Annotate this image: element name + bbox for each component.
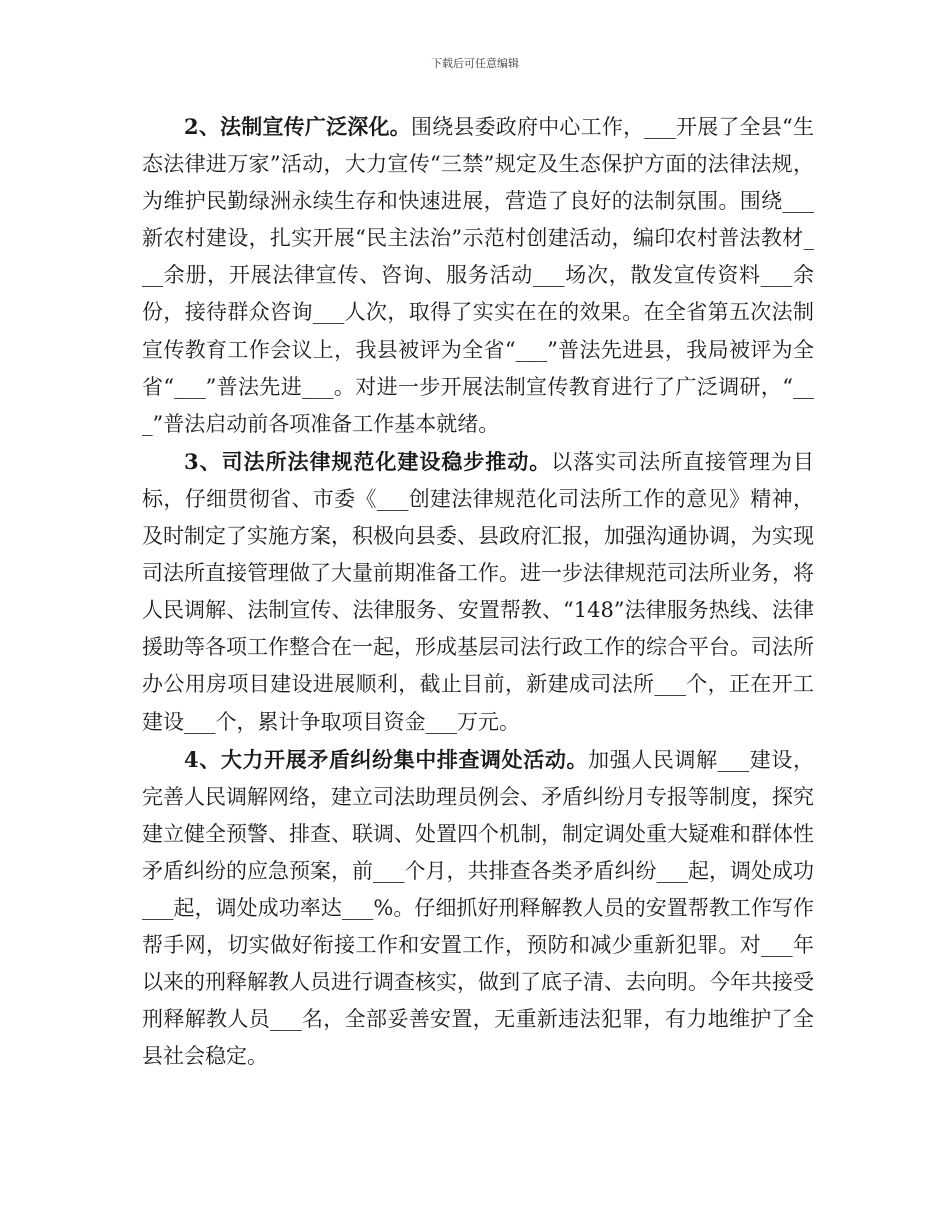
paragraph-judicial-office — [142, 443, 814, 741]
paragraph-dispute-mediation — [142, 741, 814, 1076]
paragraph-legal-publicity — [142, 108, 814, 443]
paragraph-heading: 3、司法所法律规范化建设稳步推动。 — [184, 448, 552, 474]
paragraph-text: 加强人民调解___建设，完善人民调解网络，建立司法助理员例会、矛盾纠纷月专报等制度，探究建立健全预警、排查、联调、处置四个机制，制定调处重大疑难和群体性矛盾纠纷的应急预案，前___个月，共排查各类矛盾纠纷___起，调处成功___起，调处成功率达___%。仔细抓好刑释解教人员的安置帮教工作写作帮手网，切实做好衔接工作和安置工作，预防和减少重新犯罪。对___年以来的刑释解教人员进行调查核实，做到了底子清、去向明。今年共接受刑释解教人员___名，全部妥善安置，无重新违法犯罪，有力地维护了全县社会稳定。 — [142, 747, 814, 1069]
paragraph-text: 以落实司法所直接管理为目标，仔细贯彻省、市委《___创建法律规范化司法所工作的意见》精神，及时制定了实施方案，积极向县委、县政府汇报，加强沟通协调，为实现司法所直接管理做了大量前期准备工作。进一步法律规范司法所业务，将人民调解、法制宣传、法律服务、安置帮教、“148”法律服务热线、法律援助等各项工作整合在一起，形成基层司法行政工作的综合平台。司法所办公用房项目建设进展顺利，截止目前，新建成司法所___个，正在开工建设___个，累计争取项目资金___万元。 — [142, 449, 814, 734]
header-note: 下载后可任意编辑 — [431, 57, 519, 70]
document-body — [142, 108, 814, 1075]
paragraph-text: 围绕县委政府中心工作，___开展了全县“生态法律进万家”活动，大力宣传“三禁”规定及生态保护方面的法律法规，为维护民勤绿洲永续生存和快速进展，营造了良好的法制氛围。围绕___新农村建设，扎实开展“民主法治”示范村创建活动，编印农村普法教材___余册，开展法律宣传、咨询、服务活动___场次，散发宣传资料___余份，接待群众咨询___人次，取得了实实在在的效果。在全省第五次法制宣传教育工作会议上，我县被评为全省“___”普法先进县，我局被评为全省“___”普法先进___。对进一步开展法制宣传教育进行了广泛调研，“___”普法启动前各项准备工作基本就绪。 — [142, 115, 814, 436]
paragraph-heading: 2、法制宣传广泛深化。 — [184, 114, 411, 139]
paragraph-heading: 4、大力开展矛盾纠纷集中排查调处活动。 — [184, 746, 589, 772]
